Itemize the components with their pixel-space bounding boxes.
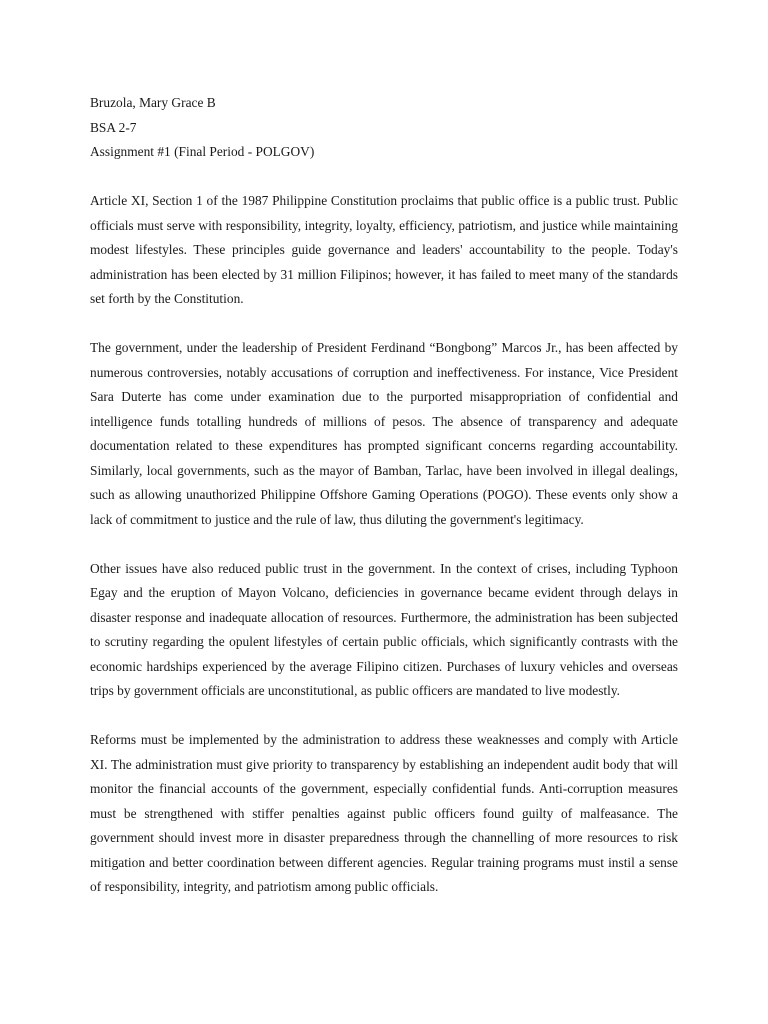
paragraph-4: Reforms must be implemented by the administration to address these weaknesses and comply with Article XI. The administration must give priority to transparency by establishing an independent audit body that will monitor the financial accounts of the government, especially confidential funds. Anti-corruption measures must be strengthened with stiffer penalties against public officers found guilty of malfeasance. The government should invest more in disaster preparedness through the channelling of more resources to risk mitigation and better coordination between different agencies. Regular training programs must instil a sense of responsibility, integrity, and patriotism among public officials. <box>90 732 678 894</box>
assignment-title: Assignment #1 (Final Period - POLGOV) <box>90 144 315 159</box>
paragraph-1: Article XI, Section 1 of the 1987 Philippine Constitution proclaims that public office is a public trust. Public officials must serve with responsibility, integrity, loyalty, efficiency, patriotism, and justice while maintaining modest lifestyles. These principles guide governance and leaders' accountability to the people. Today's administration has been elected by 31 million Filipinos; however, it has failed to meet many of the standards set forth by the Constitution. <box>90 193 678 306</box>
author-name: Bruzola, Mary Grace B <box>90 95 216 110</box>
class-section: BSA 2-7 <box>90 119 137 135</box>
document-header <box>90 91 678 165</box>
document-body <box>90 91 678 900</box>
paragraph-2: The government, under the leadership of President Ferdinand “Bongbong” Marcos Jr., has been affected by numerous controversies, notably accusations of corruption and ineffectiveness. For instance, Vice President Sara Duterte has come under examination due to the purported misappropriation of confidential and intelligence funds totalling hundreds of millions of pesos. The absence of transparency and adequate documentation related to these expenditures has prompted significant concerns regarding accountability. Similarly, local governments, such as the mayor of Bamban, Tarlac, have been involved in illegal dealings, such as allowing unauthorized Philippine Offshore Gaming Operations (POGO). These events only show a lack of commitment to justice and the rule of law, thus diluting the government's legitimacy. <box>90 340 678 527</box>
paragraph-3: Other issues have also reduced public trust in the government. In the context of crises, including Typhoon Egay and the eruption of Mayon Volcano, deficiencies in governance became evident through delays in disaster response and inadequate allocation of resources. Furthermore, the administration has been subjected to scrutiny regarding the opulent lifestyles of certain public officials, which significantly contrasts with the economic hardships experienced by the average Filipino citizen. Purchases of luxury vehicles and overseas trips by government officials are unconstitutional, as public officers are mandated to live modestly. <box>90 560 678 698</box>
